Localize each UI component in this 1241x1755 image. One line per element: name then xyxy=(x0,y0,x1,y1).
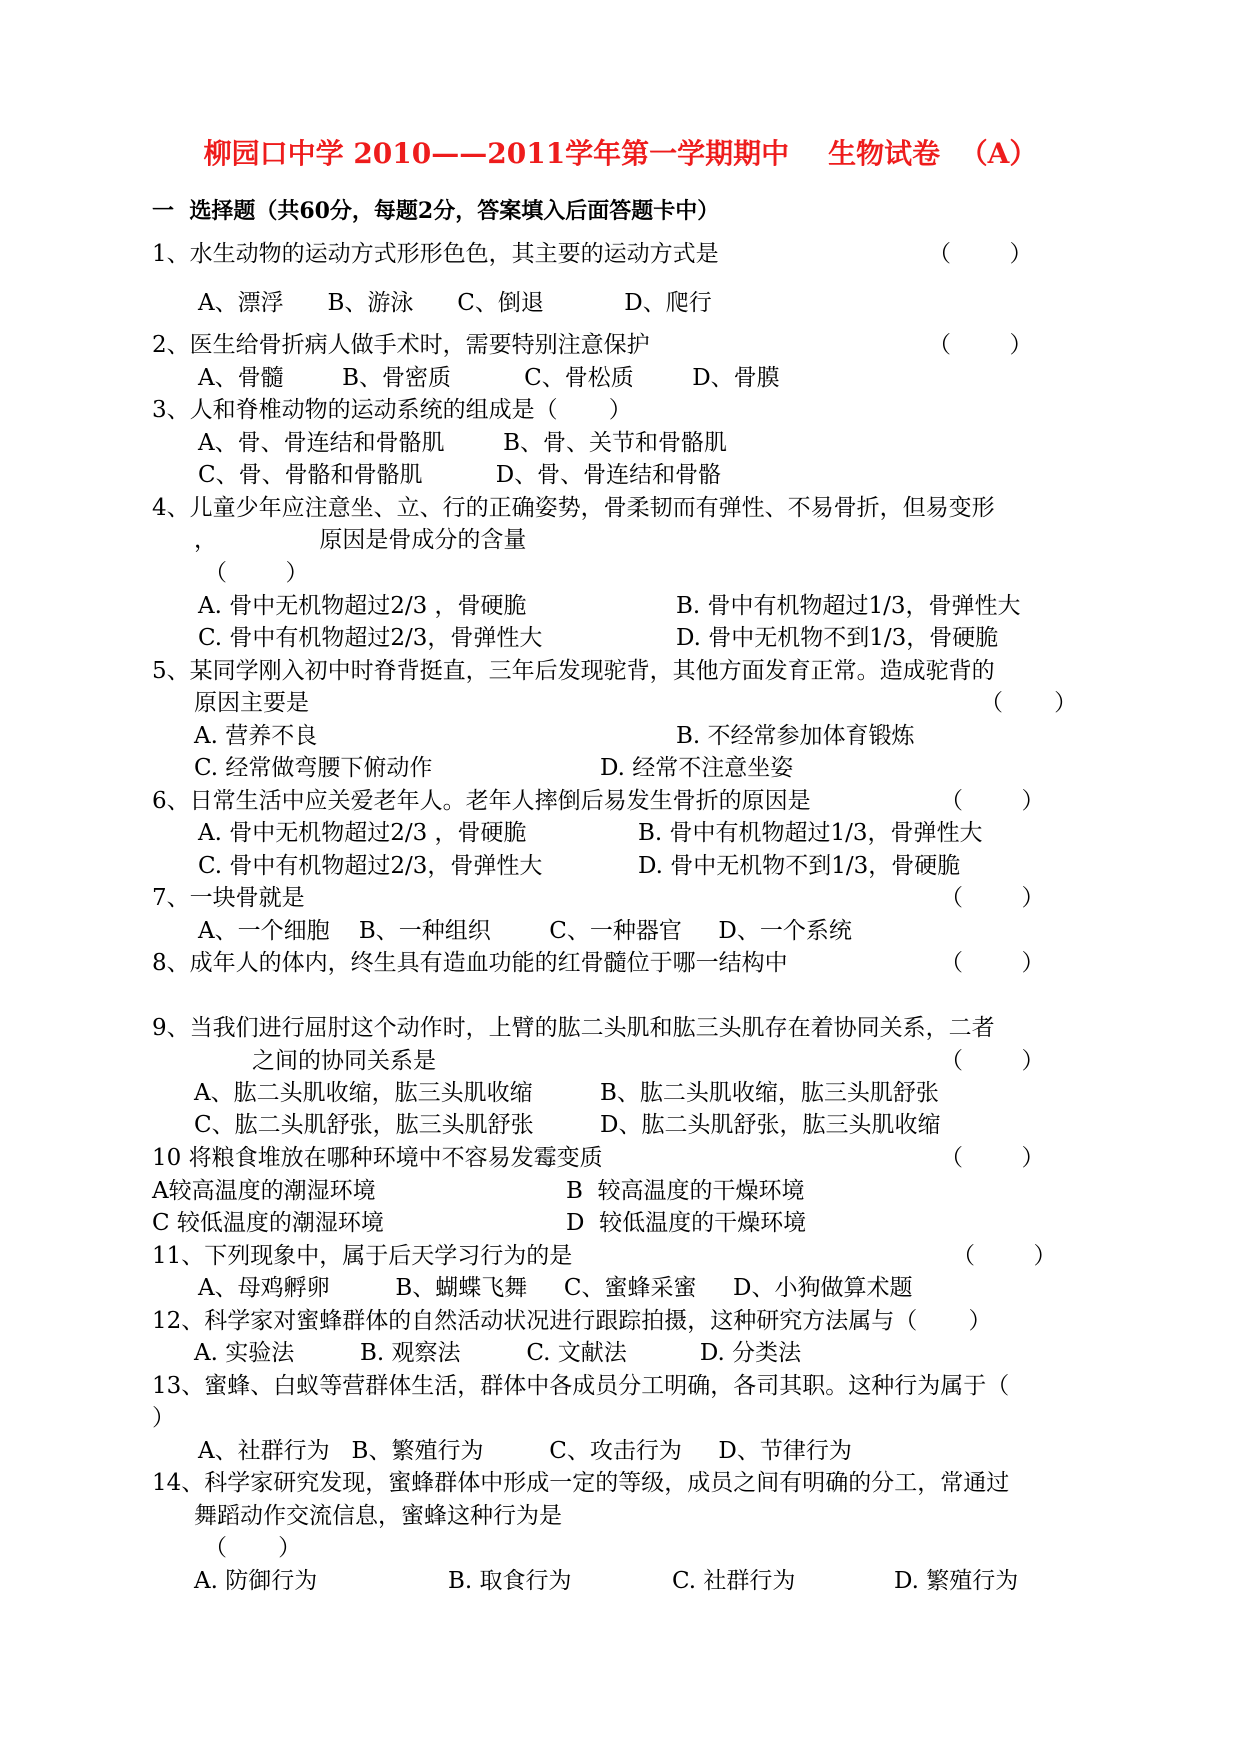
question-3-options-ab: A、骨、骨连结和骨骼肌 B、骨、关节和骨骼肌 xyxy=(198,430,727,456)
question-6-answer-blank: （ ） xyxy=(940,788,1045,814)
question-9-option-c: C、肱二头肌舒张，肱三头肌舒张 xyxy=(194,1112,534,1138)
question-6-stem: 6、日常生活中应关爱老年人。老年人摔倒后易发生骨折的原因是 xyxy=(152,788,811,814)
question-12-options: A. 实验法 B. 观察法 C. 文献法 D. 分类法 xyxy=(194,1340,802,1366)
question-8-answer-blank: （ ） xyxy=(940,950,1045,976)
question-1-answer-blank: （ ） xyxy=(928,241,1033,267)
question-9-answer-blank: （ ） xyxy=(940,1048,1045,1074)
question-9-stem-continued: 之间的协同关系是 xyxy=(252,1048,436,1074)
question-7-options: A、一个细胞 B、一种组织 C、一种器官 D、一个系统 xyxy=(198,918,852,944)
question-13-stem: 13、蜜蜂、白蚁等营群体生活，群体中各成员分工明确，各司其职。这种行为属于（ xyxy=(152,1373,1010,1399)
question-1-options: A、漂浮 B、游泳 C、倒退 D、爬行 xyxy=(198,290,712,316)
question-14-answer-blank: （ ） xyxy=(204,1535,302,1561)
question-3-stem: 3、人和脊椎动物的运动系统的组成是（ ） xyxy=(152,397,632,423)
question-10-option-c: C 较低温度的潮湿环境 xyxy=(152,1210,384,1236)
question-12-stem: 12、科学家对蜜蜂群体的自然活动状况进行跟踪拍摄，这种研究方法属与（ ） xyxy=(152,1308,992,1334)
question-4-stem-continued: ， 原因是骨成分的含量 xyxy=(194,527,527,553)
question-4-answer-blank: （ ） xyxy=(204,560,309,586)
question-5-stem-continued: 原因主要是 xyxy=(194,690,309,716)
question-5-option-b: B. 不经常参加体育锻炼 xyxy=(676,723,915,749)
question-14-option-a: A. 防御行为 xyxy=(194,1568,318,1594)
question-14-option-c: C. 社群行为 xyxy=(672,1568,796,1594)
question-14-stem-continued: 舞蹈动作交流信息，蜜蜂这种行为是 xyxy=(194,1503,562,1529)
question-9-stem: 9、当我们进行屈肘这个动作时，上臂的肱二头肌和肱三头肌存在着协同关系，二者 xyxy=(152,1015,995,1041)
question-5-option-d: D. 经常不注意坐姿 xyxy=(600,755,794,781)
question-8-stem: 8、成年人的体内，终生具有造血功能的红骨髓位于哪一结构中 xyxy=(152,950,788,976)
question-2-answer-blank: （ ） xyxy=(928,332,1033,358)
question-6-option-d: D. 骨中无机物不到1/3，骨硬脆 xyxy=(638,853,961,879)
question-11-answer-blank: （ ） xyxy=(952,1243,1057,1269)
question-5-stem: 5、某同学刚入初中时脊背挺直，三年后发现驼背，其他方面发育正常。造成驼背的 xyxy=(152,658,995,684)
question-14-option-d: D. 繁殖行为 xyxy=(894,1568,1019,1594)
question-1-stem: 1、水生动物的运动方式形形色色，其主要的运动方式是 xyxy=(152,241,719,267)
question-9-option-b: B、肱二头肌收缩，肱三头肌舒张 xyxy=(600,1080,939,1106)
question-5-option-a: A. 营养不良 xyxy=(194,723,318,749)
question-3-options-cd: C、骨、骨骼和骨骼肌 D、骨、骨连结和骨骼 xyxy=(198,462,722,488)
question-10-answer-blank: （ ） xyxy=(940,1145,1045,1171)
exam-title: 柳园口中学 2010——2011学年第一学期期中 生物试卷 （A） xyxy=(203,137,1038,170)
question-6-option-c: C. 骨中有机物超过2/3，骨弹性大 xyxy=(198,853,543,879)
question-5-option-c: C. 经常做弯腰下俯动作 xyxy=(194,755,433,781)
question-10-stem: 10 将粮食堆放在哪种环境中不容易发霉变质 xyxy=(152,1145,603,1171)
question-9-option-a: A、肱二头肌收缩，肱三头肌收缩 xyxy=(194,1080,533,1106)
question-4-option-c: C. 骨中有机物超过2/3，骨弹性大 xyxy=(198,625,543,651)
question-10-option-b: B 较高温度的干燥环境 xyxy=(566,1178,805,1204)
question-4-option-b: B. 骨中有机物超过1/3，骨弹性大 xyxy=(676,593,1021,619)
question-7-answer-blank: （ ） xyxy=(940,885,1045,911)
question-14-option-b: B. 取食行为 xyxy=(448,1568,572,1594)
question-5-answer-blank: （ ） xyxy=(980,690,1078,716)
question-13-options: A、社群行为 B、繁殖行为 C、攻击行为 D、节律行为 xyxy=(198,1438,852,1464)
question-4-stem: 4、儿童少年应注意坐、立、行的正确姿势，骨柔韧而有弹性、不易骨折，但易变形 xyxy=(152,495,995,521)
question-7-stem: 7、一块骨就是 xyxy=(152,885,305,911)
question-6-option-b: B. 骨中有机物超过1/3，骨弹性大 xyxy=(638,820,983,846)
question-4-option-a: A. 骨中无机物超过2/3 ，骨硬脆 xyxy=(198,593,527,619)
question-6-option-a: A. 骨中无机物超过2/3 ，骨硬脆 xyxy=(198,820,527,846)
question-11-options: A、母鸡孵卵 B、蝴蝶飞舞 C、蜜蜂采蜜 D、小狗做算术题 xyxy=(198,1275,913,1301)
question-14-stem: 14、科学家研究发现，蜜蜂群体中形成一定的等级，成员之间有明确的分工，常通过 xyxy=(152,1470,1010,1496)
question-10-option-a: A较高温度的潮湿环境 xyxy=(152,1178,376,1204)
question-11-stem: 11、下列现象中，属于后天学习行为的是 xyxy=(152,1243,573,1269)
question-2-stem: 2、医生给骨折病人做手术时，需要特别注意保护 xyxy=(152,332,650,358)
question-4-option-d: D. 骨中无机物不到1/3，骨硬脆 xyxy=(676,625,999,651)
section-heading: 一 选择题（共60分，每题2分，答案填入后面答题卡中） xyxy=(152,198,720,224)
question-13-stem-continued: ） xyxy=(152,1405,175,1431)
question-10-option-d: D 较低温度的干燥环境 xyxy=(566,1210,807,1236)
question-2-options: A、骨髓 B、骨密质 C、骨松质 D、骨膜 xyxy=(198,365,780,391)
question-9-option-d: D、肱二头肌舒张，肱三头肌收缩 xyxy=(600,1112,941,1138)
